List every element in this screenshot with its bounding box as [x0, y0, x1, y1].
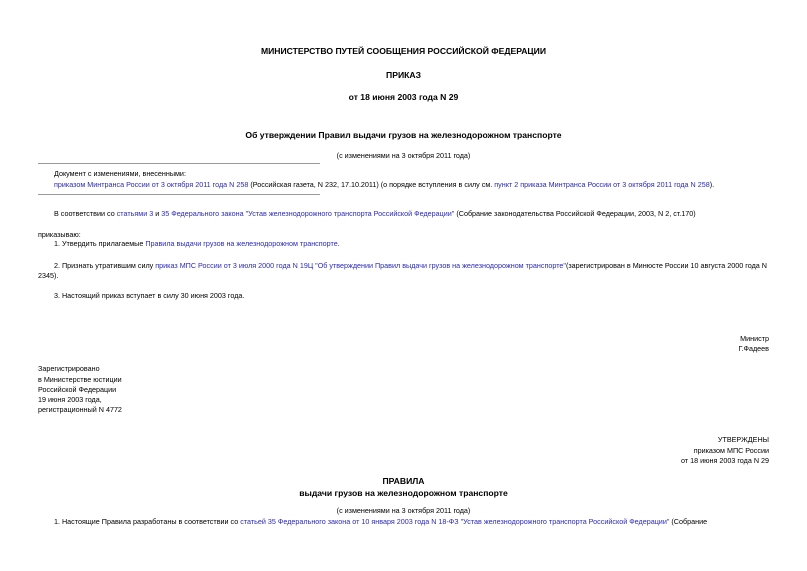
item-2-text: 2. Признать утратившим силу [54, 261, 156, 270]
item-1-end: . [337, 239, 340, 248]
doc-title: Об утверждении Правил выдачи грузов на железнодорожном транспорте [245, 130, 562, 140]
rules-title: ПРАВИЛА [382, 476, 425, 486]
doc-type-heading: ПРИКАЗ [386, 70, 421, 80]
divider-top [38, 163, 320, 164]
item-2-text-2: (зарегистрирован в Минюсте России 10 августа 2000 года N [565, 261, 767, 270]
changes-line [54, 180, 714, 189]
rules-p1-text-2: (Собрание [669, 517, 708, 526]
rules-p1-link-law[interactable]: статьей 35 Федерального закона от 10 января 2003 года N 18-ФЗ "Устав железнодорожного транспорта Российской Федерации" [240, 517, 670, 526]
rules-amendment-note: (с изменениями на 3 октября 2011 года) [336, 506, 471, 515]
item-2-link-order-19c[interactable]: приказ МПС России от 3 июля 2000 года N 19Ц "Об утверждении Правил выдачи грузов на железнодорожном транспорте" [155, 261, 566, 270]
registration-line-3: Российской Федерации [38, 385, 117, 394]
rules-p1-text: 1. Настоящие Правила разработаны в соответствии со [54, 517, 241, 526]
registration-line-5: регистрационный N 4772 [38, 405, 122, 414]
signature-name: Г.Фадеев [738, 344, 769, 353]
registration-line-4: 19 июня 2003 года, [38, 395, 102, 404]
changes-label: Документ с изменениями, внесенными: [54, 169, 186, 178]
item-2 [54, 261, 767, 270]
changes-link-point-2[interactable]: пункт 2 приказа Минтранса России от 3 октября 2011 года N 258 [494, 180, 710, 189]
approval-line-3: от 18 июня 2003 года N 29 [680, 456, 769, 465]
registration-line-1: Зарегистрировано [38, 364, 100, 373]
changes-text-1: (Российская газета, N 232, 17.10.2011) (о порядке вступления в силу см. [248, 180, 495, 189]
preamble [54, 209, 696, 218]
item-1 [54, 239, 340, 248]
approval-line-1: УТВЕРЖДЕНЫ [717, 435, 769, 444]
signature-position: Министр [740, 334, 769, 343]
preamble-text-3: (Собрание законодательства Российской Федерации, 2003, N 2, ст.170) [454, 209, 696, 218]
divider-bottom [38, 194, 320, 195]
preamble-text-2: и [153, 209, 162, 218]
doc-date-number: от 18 июня 2003 года N 29 [348, 92, 459, 102]
preamble-text-1: В соответствии со [54, 209, 117, 218]
item-2-continuation: 2345). [38, 271, 59, 280]
rules-subtitle: выдачи грузов на железнодорожном транспорте [299, 488, 508, 498]
item-1-text: 1. Утвердить прилагаемые [54, 239, 146, 248]
changes-link-order-258[interactable]: приказом Минтранса России от 3 октября 2011 года N 258 [54, 180, 249, 189]
item-1-link-rules[interactable]: Правила выдачи грузов на железнодорожном транспорте [145, 239, 338, 248]
changes-text-2: ). [709, 180, 715, 189]
amendment-note: (с изменениями на 3 октября 2011 года) [336, 151, 471, 160]
ministry-heading: МИНИСТЕРСТВО ПУТЕЙ СООБЩЕНИЯ РОССИЙСКОЙ ФЕДЕРАЦИИ [260, 46, 547, 56]
item-3: 3. Настоящий приказ вступает в силу 30 июня 2003 года. [54, 291, 245, 300]
registration-line-2: в Министерстве юстиции [38, 375, 122, 384]
preamble-link-law-35[interactable]: 35 Федерального закона "Устав железнодорожного транспорта Российской Федерации" [161, 209, 455, 218]
rules-paragraph-1 [54, 517, 769, 526]
preamble-link-article-3[interactable]: статьями 3 [116, 209, 154, 218]
order-word: приказываю: [38, 230, 81, 239]
approval-line-2: приказом МПС России [693, 446, 769, 455]
